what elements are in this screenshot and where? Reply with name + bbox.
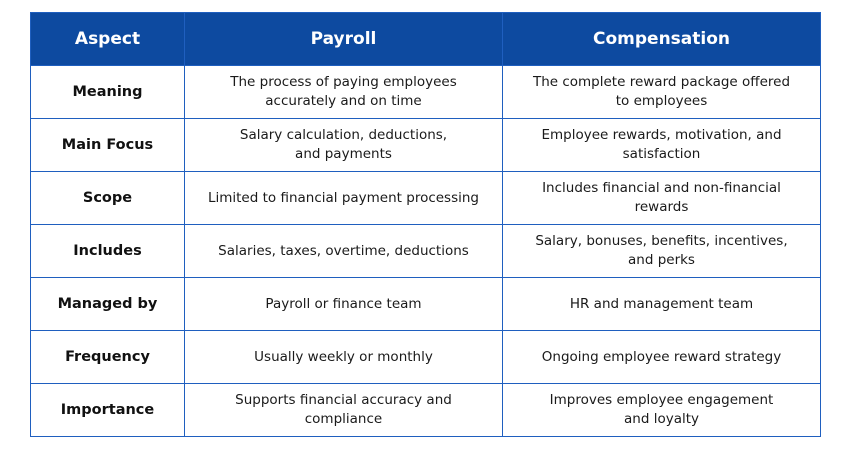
compensation-text: Ongoing employee reward strategy bbox=[541, 348, 782, 365]
payroll-text: Salary calculation, deductions, and payments bbox=[239, 127, 448, 162]
header-compensation: Compensation bbox=[503, 13, 821, 66]
header-aspect: Aspect bbox=[31, 13, 185, 66]
payroll-text: Payroll or finance team bbox=[265, 295, 422, 312]
table-row bbox=[31, 331, 821, 384]
aspect-cell: Frequency bbox=[31, 331, 185, 384]
aspect-cell: Scope bbox=[31, 172, 185, 225]
compensation-cell bbox=[503, 119, 821, 172]
payroll-text: Usually weekly or monthly bbox=[254, 348, 433, 365]
payroll-text: Limited to financial payment processing bbox=[207, 189, 480, 206]
aspect-cell: Meaning bbox=[31, 66, 185, 119]
compensation-cell bbox=[503, 278, 821, 331]
compensation-text: Includes financial and non-financial rewards bbox=[542, 180, 781, 215]
payroll-cell bbox=[185, 172, 503, 225]
table-row bbox=[31, 225, 821, 278]
table-row bbox=[31, 119, 821, 172]
compensation-text: Improves employee engagement and loyalty bbox=[549, 392, 774, 427]
compensation-cell bbox=[503, 66, 821, 119]
compensation-text: The complete reward package offered to employees bbox=[532, 74, 791, 109]
payroll-text: Salaries, taxes, overtime, deductions bbox=[218, 242, 469, 259]
header-payroll: Payroll bbox=[185, 13, 503, 66]
table-body bbox=[31, 66, 821, 437]
table-header bbox=[31, 13, 821, 66]
aspect-cell: Managed by bbox=[31, 278, 185, 331]
aspect-cell: Importance bbox=[31, 384, 185, 437]
compensation-text: HR and management team bbox=[569, 295, 754, 312]
aspect-cell: Main Focus bbox=[31, 119, 185, 172]
compensation-cell bbox=[503, 172, 821, 225]
payroll-text: The process of paying employees accurately and on time bbox=[230, 74, 457, 109]
compensation-cell bbox=[503, 384, 821, 437]
payroll-text: Supports financial accuracy and compliance bbox=[235, 392, 452, 427]
aspect-cell: Includes bbox=[31, 225, 185, 278]
header-row bbox=[31, 13, 821, 66]
payroll-cell bbox=[185, 331, 503, 384]
compensation-text: Salary, bonuses, benefits, incentives, and perks bbox=[535, 233, 788, 268]
table-row bbox=[31, 384, 821, 437]
payroll-cell bbox=[185, 119, 503, 172]
table-row bbox=[31, 172, 821, 225]
table-row bbox=[31, 66, 821, 119]
payroll-cell bbox=[185, 278, 503, 331]
table-row bbox=[31, 278, 821, 331]
payroll-cell bbox=[185, 66, 503, 119]
comparison-table bbox=[30, 12, 821, 437]
payroll-cell bbox=[185, 384, 503, 437]
compensation-cell bbox=[503, 331, 821, 384]
payroll-cell bbox=[185, 225, 503, 278]
compensation-cell bbox=[503, 225, 821, 278]
compensation-text: Employee rewards, motivation, and satisfaction bbox=[541, 127, 782, 162]
